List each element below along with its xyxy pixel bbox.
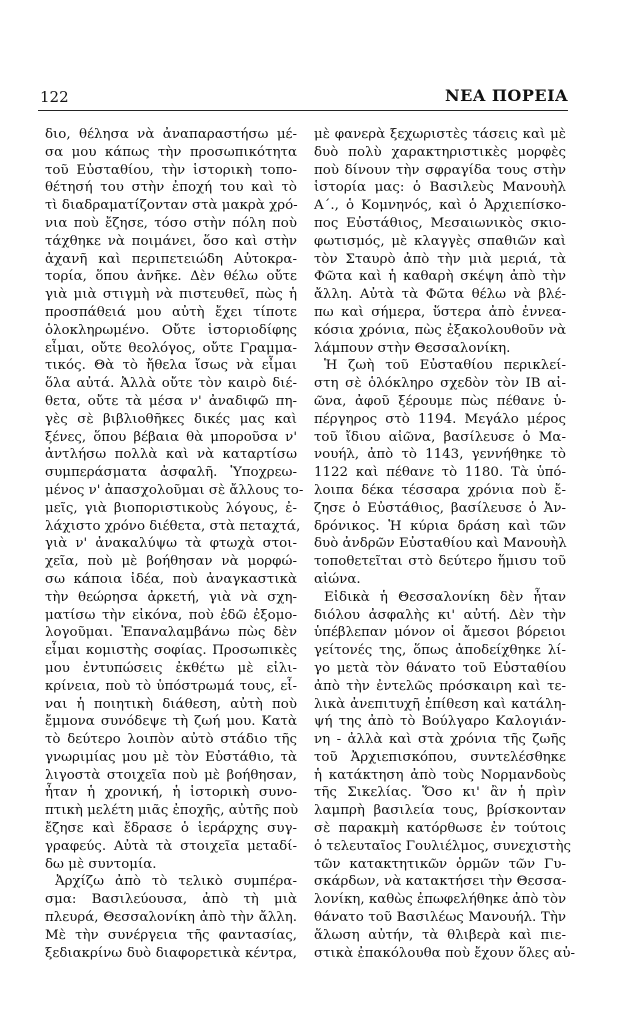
text-line: θάνατο τοῦ Βασιλέως Μανουήλ. Τὴν <box>314 910 566 926</box>
text-line: ξένες, ὅπου βέβαια θὰ μποροῦσα ν' <box>45 429 297 445</box>
text-line: σα μου κάπως τὴν προσωπικότητα <box>45 144 297 160</box>
text-line: μὲ φανερὰ ξεχωριστὲς τάσεις καὶ μὲ <box>314 127 566 142</box>
text-line: κόσια χρόνια, πὼς ἐξακολουθοῦν νὰ <box>314 322 566 338</box>
text-line: φωτισμός, μὲ κλαγγὲς σπαθιῶν καὶ <box>314 233 566 249</box>
text-line: τὶ διαδραματίζονταν στὰ μακρὰ χρό- <box>45 198 298 214</box>
text-line: Α΄., ὁ Κομνηνός, καὶ ὁ Ἀρχιεπίσκο- <box>314 198 566 214</box>
text-line: διόλου ἀσφαλὴς κι' αὐτή. Δὲν τὴν <box>314 607 566 623</box>
text-line: λικὰ ἀνεπιτυχῆ ἐπίθεση καὶ κατάλη- <box>314 696 566 712</box>
text-line: πέργηρος στὸ 1194. Μεγάλο μέρος <box>314 411 566 427</box>
text-line: γιὰ ν' ἀνακαλύψω τὰ φτωχὰ στοι- <box>45 536 297 552</box>
text-line: αἰώνα. <box>314 571 361 587</box>
text-line: εἶμαι, οὔτε θεολόγος, οὔτε Γραμμα- <box>45 340 297 356</box>
text-line: τοποθετεῖται στὸ δεύτερο ἥμισυ τοῦ <box>314 554 566 570</box>
text-line: σω κάποια ἰδέα, ποὺ ἀναγκαστικὰ <box>45 571 297 587</box>
text-line: ὑπέβλεπαν μόνον οἱ ἄμεσοι βόρειοι <box>314 625 566 641</box>
text-line: ἡ κατάκτηση ἀπὸ τοὺς Νορμανδοὺς <box>314 767 566 783</box>
text-line: ζησε ὁ Εὐστάθιος, βασίλευσε ὁ Ἀν- <box>314 500 566 516</box>
text-line: Ἡ ζωὴ τοῦ Εὐσταθίου περικλεί- <box>324 358 566 374</box>
text-line: χεῖα, ποὺ μὲ βοήθησαν νὰ μορφώ- <box>45 554 297 570</box>
text-line: τῆς Σικελίας. Ὅσο κι' ἂν ἡ πρὶν <box>314 785 566 801</box>
text-line: δρόνικος. Ἡ κύρια δράση καὶ τῶν <box>314 518 566 534</box>
text-line: ματίσω τὴν εἰκόνα, ποὺ ἐδῶ ἐξομο- <box>45 607 297 623</box>
text-line: ἱστορία μας: ὁ Βασιλεὺς Μανουὴλ <box>314 180 566 196</box>
text-line: τοῦ Ἀρχιεπισκόπου, συντελέσθηκε <box>314 749 566 765</box>
text-line: δυὸ ἀνδρῶν Εὐσταθίου καὶ Μανουὴλ <box>314 536 567 552</box>
text-line: ἔμμονα συνόδεψε τὴ ζωή μου. Κατὰ <box>45 714 297 730</box>
text-line: πτικὴ μελέτη μιᾶς ἐποχῆς, αὐτῆς ποὺ <box>45 803 299 819</box>
journal-title: ΝΕΑ ΠΟΡΕΙΑ <box>445 86 568 105</box>
right-text-column <box>314 126 576 962</box>
text-line: νουήλ, ἀπὸ τὸ 1143, γεννήθηκε τὸ <box>314 447 566 463</box>
text-line: σκάρδων, νὰ κατακτήσει τὴν Θεσσα- <box>314 874 567 890</box>
text-line: ἅλωση αὐτήν, τὰ θλιβερὰ καὶ πιε- <box>314 927 566 943</box>
text-line: λογοῦμαι. Ἐπαναλαμβάνω πὼς δὲν <box>45 625 297 641</box>
text-line: γραφεύς. Αὐτὰ τὰ στοιχεῖα μεταδί- <box>45 838 297 854</box>
text-line: τὸ δεύτερο λοιπὸν αὐτὸ στάδιο τῆς <box>45 732 297 748</box>
left-text-column <box>45 126 304 962</box>
text-line: ἔζησε καὶ ἔδρασε ὁ ἱεράρχης συγ- <box>45 821 297 837</box>
text-line: γιὰ μιὰ στιγμὴ νὰ πιστευθεῖ, πὼς ἡ <box>45 287 297 303</box>
text-line: στη σὲ ὁλόκληρο σχεδὸν τὸν ΙΒ αἰ- <box>314 376 566 392</box>
text-line: ἀχανῆ καὶ περιπετειώδη Αὐτοκρα- <box>45 251 297 267</box>
text-line: νια ποὺ ἔζησε, τόσο στὴν πόλη ποὺ <box>45 215 297 231</box>
text-line: στικὰ ἐπακόλουθα ποὺ ἔχουν ὅλες αὐ- <box>314 945 576 961</box>
text-line: τάχθηκε νὰ ποιμάνει, ὅσο καὶ στὴν <box>45 233 297 249</box>
text-line: ναι ἡ ποιητικὴ διάθεση, αὐτὴ ποὺ <box>45 696 297 712</box>
text-line: λοιπα δέκα τέσσαρα χρόνια ποὺ ἔ- <box>314 482 566 498</box>
text-line: Μὲ τὴν συνέργεια τῆς φαντασίας, <box>45 927 297 943</box>
text-line: λάμπουν στὴν Θεσσαλονίκη. <box>314 340 511 356</box>
text-line: μένος ν' ἀπασχολοῦμαι σὲ ἄλλους το- <box>45 482 304 498</box>
page-header <box>38 84 568 111</box>
text-line: μου ἐντυπώσεις ἐκθέτω μὲ εἰλι- <box>45 660 297 676</box>
page-number: 122 <box>40 88 69 106</box>
text-line: ξεδιακρίνω δυὸ διαφορετικὰ κέντρα, <box>45 945 297 961</box>
text-line: γείτονές της, ὅπως ἀποδείχθηκε λί- <box>314 643 566 659</box>
text-line: ψή της ἀπὸ τὸ Βούλγαρο Καλογιάν- <box>314 714 566 730</box>
text-line: ῶνα, ἀφοῦ ξέρουμε πὼς πέθανε ὑ- <box>314 393 566 409</box>
text-line: συμπεράσματα ἀσφαλῆ. Ὑποχρεω- <box>45 465 297 481</box>
text-line: ἀπὸ τὴν ἐντελῶς πρόσκαιρη καὶ τε- <box>314 678 566 694</box>
text-line: τοῦ Εὐσταθίου, τὴν ἱστορικὴ τοπο- <box>45 162 297 178</box>
text-line: σὲ παρακμὴ κατόρθωσε ἐν τούτοις <box>314 821 566 837</box>
text-line: ὅλα αὐτά. Ἀλλὰ οὔτε τὸν καιρὸ διέ- <box>45 376 297 392</box>
text-line: ἦταν ἡ χρονική, ἡ ἱστορικὴ συνο- <box>45 785 297 801</box>
text-line: ποὺ δίνουν τὴν σφραγίδα τους στὴν <box>314 162 566 178</box>
text-line: ὁ τελευταῖος Γουλιέλμος, συνεχιστὴς <box>314 838 571 854</box>
text-line: ὁλοκληρωμένο. Οὔτε ἱστοριοδίφης <box>45 322 297 338</box>
text-line: λαμπρὴ βασιλεία τους, βρίσκονταν <box>314 803 566 819</box>
text-line: μεῖς, γιὰ βιοποριστικοὺς λόγους, ἐ- <box>45 500 297 516</box>
text-line: τοῦ ἴδιου αἰῶνα, βασίλευσε ὁ Μα- <box>314 429 566 445</box>
text-line: δυὸ πολὺ χαρακτηριστικὲς μορφὲς <box>314 144 566 160</box>
text-line: τικός. Θὰ τὸ ἤθελα ἴσως νὰ εἶμαι <box>45 358 297 374</box>
text-line: σμα: Βασιλεύουσα, ἀπὸ τὴ μιὰ <box>45 892 297 908</box>
text-line: λάχιστο χρόνο διέθετα, στὰ πεταχτά, <box>45 518 301 534</box>
text-line: ἄλλη. Αὐτὰ τὰ Φῶτα θέλω νὰ βλέ- <box>314 287 566 303</box>
text-line: θέτησή του στὴν ἐποχή του καὶ τὸ <box>45 180 297 196</box>
text-line: διο, θέλησα νὰ ἀναπαραστήσω μέ- <box>45 127 297 142</box>
text-line: λιγοστὰ στοιχεῖα ποὺ μὲ βοήθησαν, <box>45 767 297 783</box>
text-line: λονίκη, καθὼς ἐπωφελήθηκε ἀπὸ τὸν <box>314 892 567 908</box>
text-line: πω καὶ σήμερα, ὕστερα ἀπὸ ἐννεα- <box>314 304 566 320</box>
text-line: πλευρά, Θεσσαλονίκη ἀπὸ τὴν ἄλλη. <box>45 910 297 926</box>
text-line: τὸν Σταυρὸ ἀπὸ τὴν μιὰ μεριά, τὰ <box>314 251 566 267</box>
text-line: τῶν κατακτητικῶν ὁρμῶν τῶν Γυ- <box>314 856 566 872</box>
text-line: νη - ἀλλὰ καὶ στὰ χρόνια τῆς ζωῆς <box>314 732 566 748</box>
text-line: γο μετὰ τὸν θάνατο τοῦ Εὐσταθίου <box>314 660 566 676</box>
text-line: πος Εὐστάθιος, Μεσαιωνικὸς σκιο- <box>314 215 566 231</box>
text-line: Εἰδικὰ ἡ Θεσσαλονίκη δὲν ἦταν <box>324 589 566 605</box>
text-line: ἀντλήσω πολλὰ καὶ νὰ καταρτίσω <box>45 447 297 463</box>
text-line: γὲς σὲ βιβλιοθῆκες δικές μας καὶ <box>45 411 297 427</box>
text-line: εἶμαι κομιστὴς σοφίας. Προσωπικὲς <box>45 643 297 659</box>
text-line: Φῶτα καὶ ἡ καθαρὴ σκέψη ἀπὸ τὴν <box>314 269 566 285</box>
text-line: τὴν θεώρησα ἀρκετή, γιὰ νὰ σχη- <box>45 589 297 605</box>
text-line: Ἀρχίζω ἀπὸ τὸ τελικὸ συμπέρα- <box>55 874 297 890</box>
text-line: θετα, οὔτε τὰ μέσα ν' ἀναδιφῶ πη- <box>45 393 297 409</box>
text-line: κρίνεια, ποὺ τὸ ὑπόστρωμά τους, εἶ- <box>45 678 297 694</box>
text-line: γνωριμίας μου μὲ τὸν Εὐστάθιο, τὰ <box>45 749 297 765</box>
text-line: δω μὲ συντομία. <box>45 856 157 872</box>
text-line: προσπάθειά μου αὐτὴ ἔχει τίποτε <box>45 304 297 320</box>
text-line: τορία, ὅπου ἀνῆκε. Δὲν θέλω οὔτε <box>45 269 297 285</box>
text-line: 1122 καὶ πέθανε τὸ 1180. Τὰ ὑπό- <box>314 465 566 481</box>
